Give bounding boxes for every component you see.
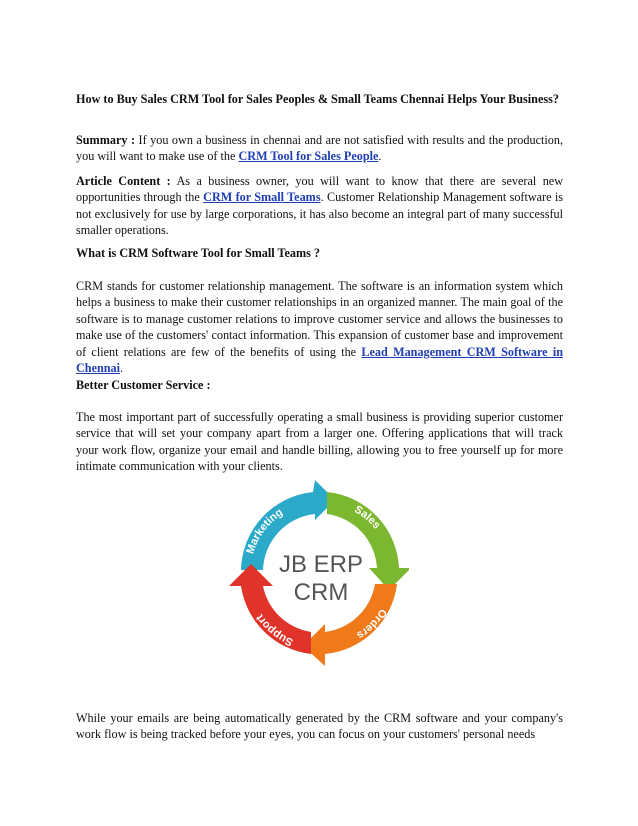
summary-paragraph xyxy=(76,132,563,165)
article-text: As a business owner, you will want to know that there are several new opportunities through the xyxy=(76,174,563,205)
orders-label: Orders xyxy=(354,606,389,642)
document-title: How to Buy Sales CRM Tool for Sales Peoples & Small Teams Chennai Helps Your Business? xyxy=(76,92,559,106)
crm-paragraph xyxy=(76,278,563,376)
article-end: . Customer Relationship Management software is not exclusively for use by large corporations, it has also become an integral part of many successful smaller operations. xyxy=(76,190,564,238)
crm-end: . xyxy=(120,361,124,376)
support-label: Support xyxy=(253,611,295,649)
summary-text: If you own a business in chennai and are not satisfied with results and the production, you will want to make use of the xyxy=(76,133,563,164)
summary-label: Summary : xyxy=(76,133,136,147)
marketing-label: Marketing xyxy=(244,506,286,556)
article-label: Article Content : xyxy=(76,174,171,188)
crm-tool-sales-link[interactable]: CRM Tool for Sales People xyxy=(238,149,379,164)
bottom-paragraph: While your emails are being automatically generated by the CRM software and your company's work flow is being tracked before your eyes, you can focus on your customers' personal needs xyxy=(76,711,563,742)
summary-end: . xyxy=(378,149,382,164)
crm-small-teams-link[interactable]: CRM for Small Teams xyxy=(203,190,321,205)
better-service-heading: Better Customer Service : xyxy=(76,378,211,392)
what-is-crm-heading: What is CRM Software Tool for Small Teams ? xyxy=(76,246,320,260)
crm-text: CRM stands for customer relationship management. The software is an information system which helps a business to make their customer relationships in an organized manner. The main goal of the software is to manage customer relations to improve customer service and allows the businesses to make use of the customers' contact information. This expansion of customer base and improvement of client relations are few of the benefits of using the xyxy=(76,279,563,359)
lead-management-link[interactable]: Lead Management CRM Software in Chennai xyxy=(76,344,563,376)
jb-erp-crm-cycle-diagram xyxy=(229,474,409,674)
better-service-paragraph: The most important part of successfully operating a small business is providing superior customer service that will set your company apart from a larger one. Offering applications that will track your work flow, organize your email and handle billing, allowing you to free yourself up for more intimate communication with your clients. xyxy=(76,410,563,474)
article-paragraph xyxy=(76,173,563,239)
diagram-title-line1: JB ERP xyxy=(278,551,364,578)
sales-label: Sales xyxy=(352,503,383,532)
diagram-title-line2: CRM xyxy=(293,579,349,606)
